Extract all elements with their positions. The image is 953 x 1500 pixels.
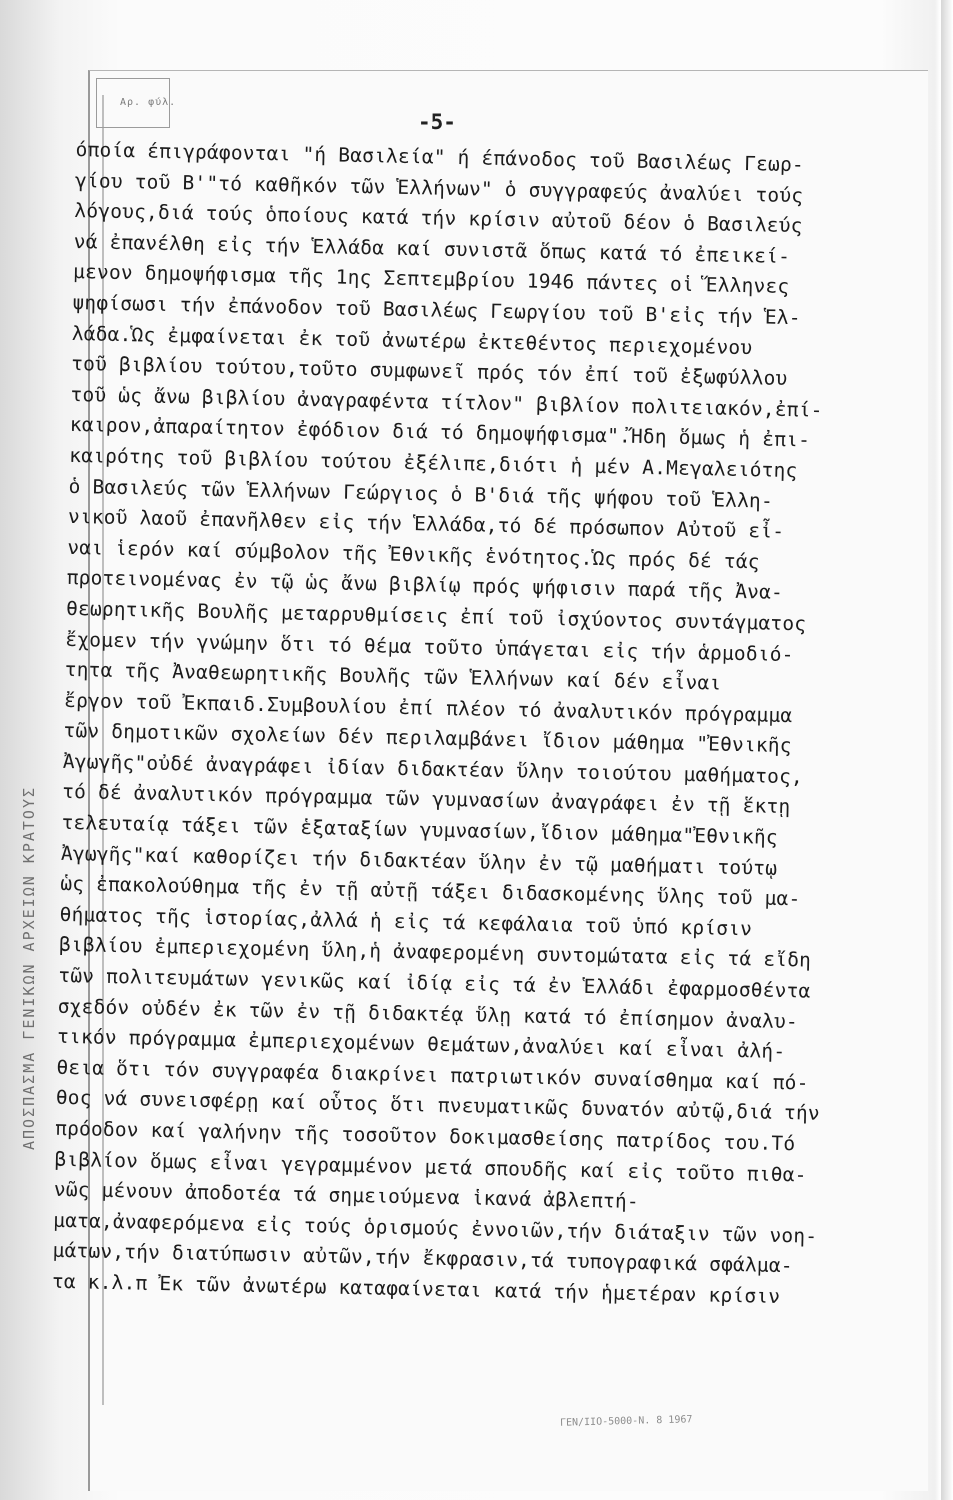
text-line: λάδα.Ὡς ἐμφαίνεται ἐκ τοῦ ἀνωτέρω ἐκτεθέντος περιεχομένου	[71, 321, 753, 359]
text-line: θεωρητικῆς Βουλῆς μεταρρυθμίσεις ἐπί τοῦ ἰσχύοντος συντάγματος	[65, 596, 807, 636]
text-line: ναι ἱερόν καί σύμβολον τῆς Ἐθνικῆς ἑνότητος.Ὡς πρός δέ τάς	[67, 535, 760, 574]
text-line: ψηφίσωσι τήν ἐπάνοδον τοῦ Βασιλέως Γεωργίου τοῦ Β'εἰς τήν Ἑλ-	[72, 290, 801, 330]
header-label: Αρ. φύλ.	[120, 97, 177, 108]
text-line: Ἀγωγῆς"καί καθορίζει τήν διδακτέαν ὕλην ἐν τῷ μαθήματι τούτῳ	[60, 841, 778, 880]
footer-print-mark: ΓΕΝ/ΙΙΟ-5000-Ν. 8 1967	[559, 1414, 693, 1429]
text-line: ἔργον τοῦ Ἐκπαιδ.Συμβουλίου ἐπί πλέον τό ἀναλυτικόν πρόγραμμα	[63, 688, 793, 727]
text-line: ὡς ἐπακολούθημα τῆς ἐν τῇ αὐτῇ τάξει διδασκομένης ὕλης τοῦ μα-	[60, 872, 801, 911]
text-line: τῶν πολιτευμάτων γενικῶς καί ἰδίᾳ εἰς τά ἐν Ἑλλάδι ἐφαρμοσθέντα	[58, 963, 811, 1003]
text-line: όποία έπιγράφονται "ή Βασιλεία" ή έπάνοδος τοῦ Βασιλέως Γεωρ-	[75, 137, 805, 177]
text-line: μάτων,τήν διατύπωσιν αὐτῶν,τήν ἔκφρασιν,τά τυπογραφικά σφάλμα-	[52, 1239, 793, 1278]
text-line: τό δέ ἀναλυτικόν πρόγραμμα τῶν γυμνασίων ἀναγράφει ἐν τῇ ἕκτῃ	[62, 780, 791, 819]
text-line: γίου τοῦ Β'"τό καθῆκόν τῶν Ἑλλήνων" ὁ συγγραφεύς ἀναλύει τούς	[74, 168, 804, 207]
text-line: νά ἐπανέλθη εἰς τήν Ἑλλάδα καί συνιστᾶ ὅπως κατά τό ἐπεικεί-	[73, 229, 791, 268]
text-line: ματα,ἀναφερόμενα εἰς τούς ὁρισμούς ἐννοιῶν,τήν διάταξιν τῶν νοη-	[53, 1208, 818, 1248]
text-line: τῶν δημοτικῶν σχολείων δέν περιλαμβάνει ἴδιον μάθημα "Ἐθνικῆς	[63, 719, 792, 758]
text-line: σχεδόν οὐδέν ἐκ τῶν ἐν τῇ διδακτέᾳ ὕλῃ κατά τό ἐπίσημον ἀναλυ-	[57, 994, 799, 1033]
text-line: λόγους,διά τούς ὁποίους κατά τήν κρίσιν αὐτοῦ δέον ὁ Βασιλεύς	[74, 199, 803, 238]
text-line: θήματος τῆς ἱστορίας,ἀλλά ἡ εἰς τά κεφάλαια τοῦ ὑπό κρίσιν	[59, 902, 753, 941]
text-line: βιβλίου ἐμπεριεχομένη ὕλη,ἡ ἀναφερομένη συντομώτατα εἰς τά εἴδη	[58, 933, 812, 973]
text-line: καιρον,ἀπαραίτητον ἐφόδιον διά τό δημοψήφισμα".Ἤδη ὅμως ἡ ἐπι-	[69, 413, 811, 452]
page-edge	[941, 0, 953, 1500]
text-line: πρόοδον καί γαλήνην τῆς τοσοῦτον δοκιμασθείσης πατρίδος του.Τό	[54, 1116, 796, 1156]
text-line: τοῦ βιβλίου τούτου,τοῦτο συμφωνεῖ πρός τόν ἐπί τοῦ ἐξωφύλλου	[70, 352, 788, 391]
text-line: θος νά συνεισφέρῃ καί οὗτος ὅτι πνευματικῶς δυνατόν αὐτῷ,διά τήν	[55, 1086, 821, 1126]
page-number: -5-	[418, 110, 456, 134]
text-line: καιρότης τοῦ βιβλίου τούτου ἐξέλιπε,διότι ἡ μέν Α.Μεγαλειότης	[69, 443, 798, 483]
text-line: προτεινομένας ἐν τῷ ὡς ἄνω βιβλίῳ πρός ψήφισιν παρά τῆς Ἀνα-	[66, 566, 784, 605]
text-line: ὁ Βασιλεύς τῶν Ἑλλήνων Γεώργιος ὁ Β'διά τῆς ψήφου τοῦ Ἑλλη-	[68, 474, 774, 513]
text-line: μενον δημοψήφισμα τῆς 1ης Σεπτεμβρίου 1946 πάντες οἱ Ἕλληνες	[72, 260, 790, 299]
text-line: τελευταίᾳ τάξει τῶν ἑξαταξίων γυμνασίων,ἴδιον μάθημα"Ἐθνικῆς	[61, 810, 779, 849]
text-line: ἔχομεν τήν γνώμην ὅτι τό θέμα τοῦτο ὑπάγεται εἰς τήν ἁρμοδιό-	[65, 627, 794, 666]
text-line: Ἀγωγῆς"οὐδέ ἀναγράφει ἰδίαν διδακτέαν ὕλην τοιούτου μαθήματος,	[62, 749, 804, 789]
text-line: βιβλίον ὅμως εἶναι γεγραμμένον μετά σπουδῆς καί εἰς τοῦτο πιθα-	[54, 1147, 807, 1187]
text-line: τητα τῆς Ἀναθεωρητικῆς Βουλῆς τῶν Ἑλλήνων καί δέν εἶναι	[64, 657, 722, 695]
text-line: τοῦ ὡς ἄνω βιβλίου ἀναγραφέντα τίτλον" βιβλίον πολιτειακόν,ἐπί-	[70, 382, 823, 422]
text-line: θεια ὅτι τόν συγγραφέα διακρίνει πατριωτικόν συναίσθημα καί πό-	[56, 1055, 809, 1095]
text-line: τικόν πρόγραμμα ἐμπεριεχομένων θεμάτων,ἀναλύει καί εἶναι ἀλή-	[56, 1025, 786, 1064]
typed-body-text	[52, 135, 936, 1315]
margin-vertical-text: ΑΠΟΣΠΑΣΜΑ ΓΕΝΙΚΩΝ ΑΡΧΕΙΩΝ ΚΡΑΤΟΥΣ	[20, 785, 38, 1150]
text-line: νικοῦ λαοῦ ἐπανῆλθεν εἰς τήν Ἑλλάδα,τό δέ πρόσωπον Αὐτοῦ εἶ-	[67, 505, 785, 544]
text-line: νῶς μένουν ἀποδοτέα τά σημειούμενα ἱκανά ἀβλεπτή-	[53, 1177, 640, 1214]
text-line: τα κ.λ.π Ἐκ τῶν ἀνωτέρω καταφαίνεται κατά τήν ἡμετέραν κρίσιν	[51, 1269, 781, 1308]
